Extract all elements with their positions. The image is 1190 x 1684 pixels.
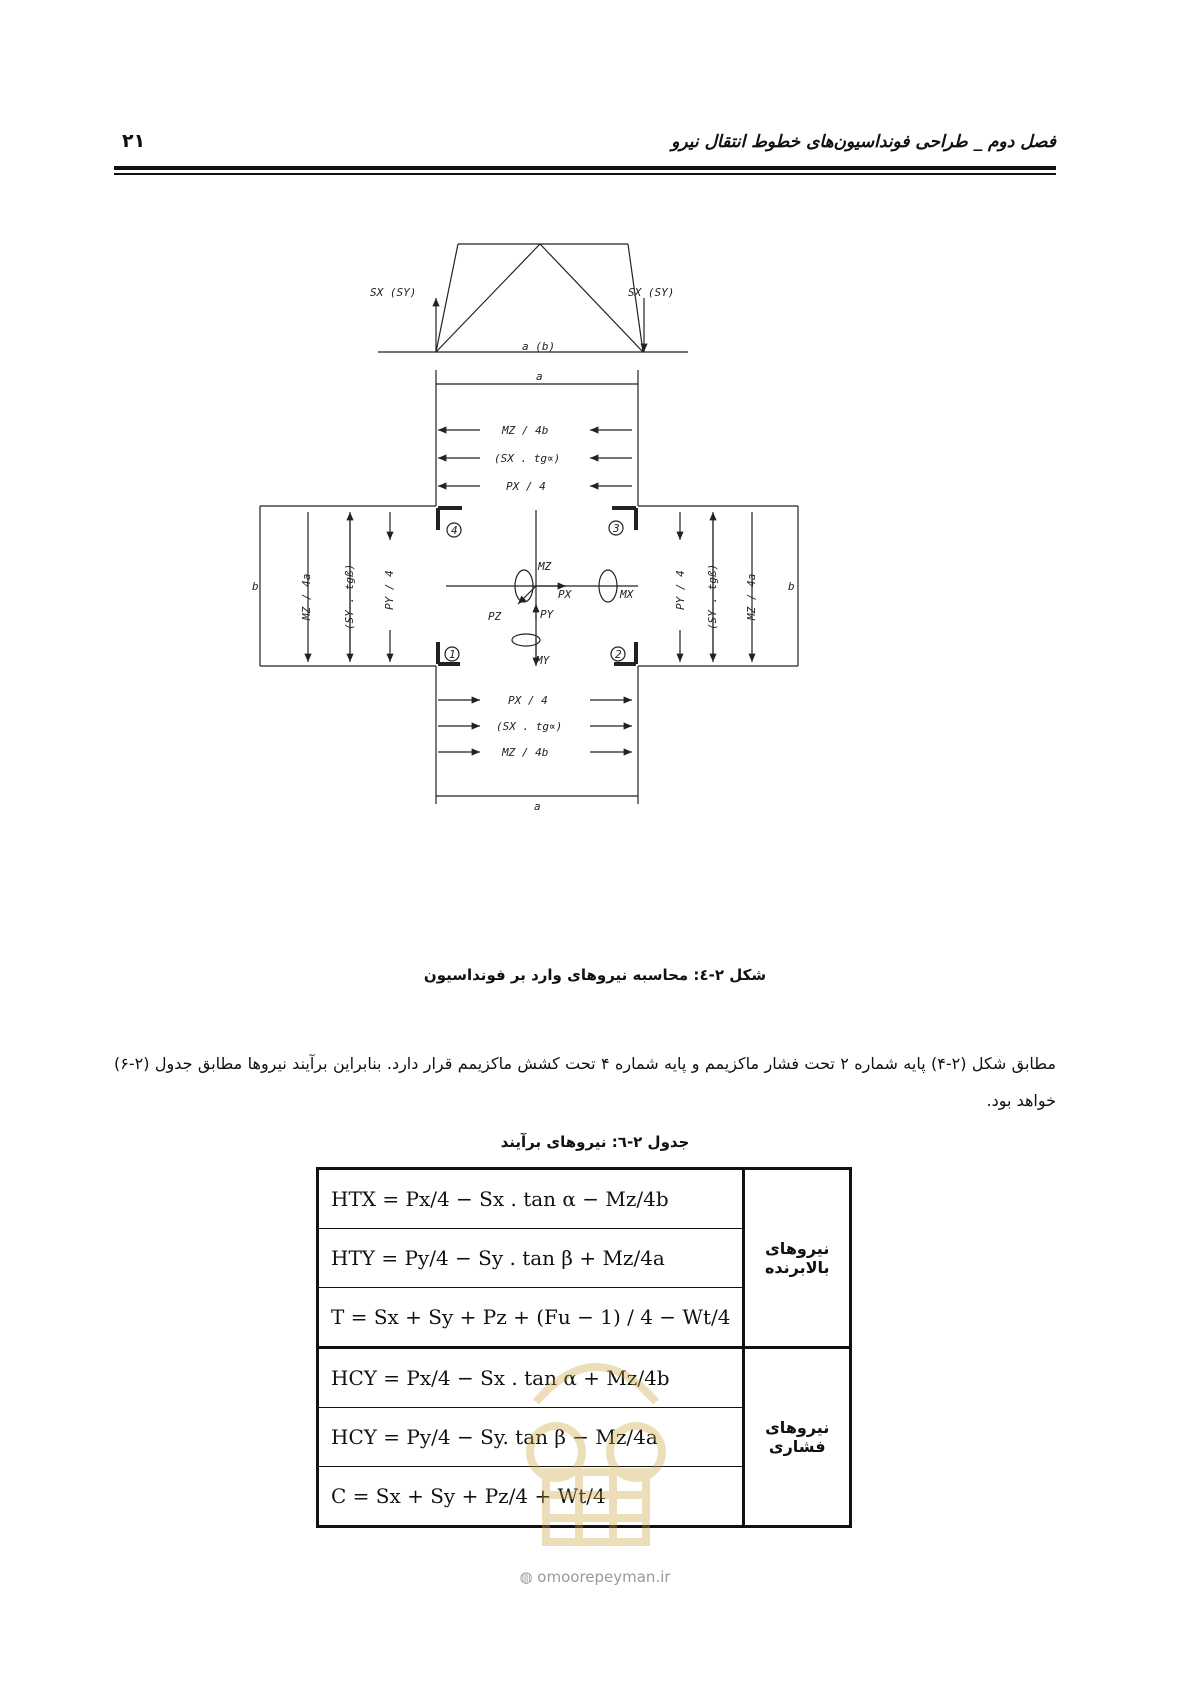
table-row xyxy=(318,1348,851,1408)
leg-number-4: 4 xyxy=(451,524,458,537)
label-a-bottom: a xyxy=(534,800,541,813)
label-py: PY xyxy=(540,608,554,621)
force-diagram xyxy=(240,240,880,880)
label-px4-top: PX / 4 xyxy=(506,480,546,493)
formula-hcy-1: HCY = Px/4 − Sx . tan α + Mz/4b xyxy=(318,1348,744,1408)
leg-number-2: 2 xyxy=(615,648,622,661)
formula-t: T = Sx + Sy + Pz + (Fu − 1) / 4 − Wt/4 xyxy=(318,1288,744,1348)
label-mx: MX xyxy=(620,588,634,601)
watermark-site xyxy=(0,1568,1190,1586)
label-b-left: b xyxy=(252,580,259,593)
table-row xyxy=(318,1169,851,1229)
body-paragraph: مطابق شکل (۲-۴) پایه شماره ۲ تحت فشار ماکزیمم و پایه شماره ۴ تحت کشش ماکزیمم قرار دارد. بنابراین برآیند نیروها مطابق جدول (۲-۶) خواهد بود. xyxy=(114,1054,1056,1110)
compression-forces-label: نیروهای فشاری xyxy=(744,1348,851,1527)
label-mz4b-bottom: MZ / 4b xyxy=(502,746,549,759)
formula-hcy-2: HCY = Py/4 − Sy. tan β − Mz/4a xyxy=(318,1408,744,1467)
page-header xyxy=(114,128,1056,174)
header-rule-thin xyxy=(114,173,1056,175)
label-sytg-left: (SY . tgß) xyxy=(343,563,356,630)
table-caption: جدول ۲-٦: نیروهای برآیند xyxy=(500,1133,690,1151)
label-ab: a (b) xyxy=(522,340,556,353)
page-number: ۲۱ xyxy=(122,130,146,152)
label-sx-right: SX (SY) xyxy=(628,286,675,299)
label-px: PX xyxy=(558,588,572,601)
formula-hty: HTY = Py/4 − Sy . tan β + Mz/4a xyxy=(318,1229,744,1288)
label-my: MY xyxy=(536,654,550,667)
resultant-forces-table xyxy=(316,1167,852,1528)
label-sxtg-top: (SX . tg∝) xyxy=(494,452,561,465)
tower-brace-left xyxy=(436,244,540,352)
site-url: omoorepeyman.ir xyxy=(537,1568,671,1586)
leg-number-3: 3 xyxy=(613,522,620,535)
foundation-force-figure xyxy=(240,240,880,880)
label-sx-left: SX (SY) xyxy=(370,286,417,299)
label-sxtg-bottom: (SX . tg∝) xyxy=(496,720,563,733)
label-pz: PZ xyxy=(488,610,502,623)
label-px4-bottom: PX / 4 xyxy=(508,694,548,707)
figure-caption: شکل ۲-٤: محاسبه نیروهای وارد بر فونداسیون xyxy=(423,966,767,984)
chapter-title: فصل دوم _ طراحی فونداسیون‌های خطوط انتقال نیرو xyxy=(671,132,1056,152)
label-mz4b-top: MZ / 4b xyxy=(502,424,549,437)
globe-icon: ◍ xyxy=(519,1568,538,1586)
header-rule-thick xyxy=(114,166,1056,170)
label-a-top: a xyxy=(536,370,543,383)
label-mz4a-left: MZ / 4a xyxy=(300,573,313,620)
label-py4-left: PY / 4 xyxy=(383,570,396,610)
uplift-forces-label: نیروهای بالابرنده xyxy=(744,1169,851,1348)
label-mz: MZ xyxy=(538,560,552,573)
label-b-right: b xyxy=(788,580,795,593)
formula-htx: HTX = Px/4 − Sx . tan α − Mz/4b xyxy=(318,1169,744,1229)
label-sytg-right: (SY . tgß) xyxy=(706,563,719,630)
leg-number-1: 1 xyxy=(449,648,456,661)
label-py4-right: PY / 4 xyxy=(674,570,687,610)
formula-c: C = Sx + Sy + Pz/4 + Wt/4 xyxy=(318,1467,744,1527)
tower-left-leg xyxy=(436,244,458,352)
label-mz4a-right: MZ / 4a xyxy=(745,573,758,620)
